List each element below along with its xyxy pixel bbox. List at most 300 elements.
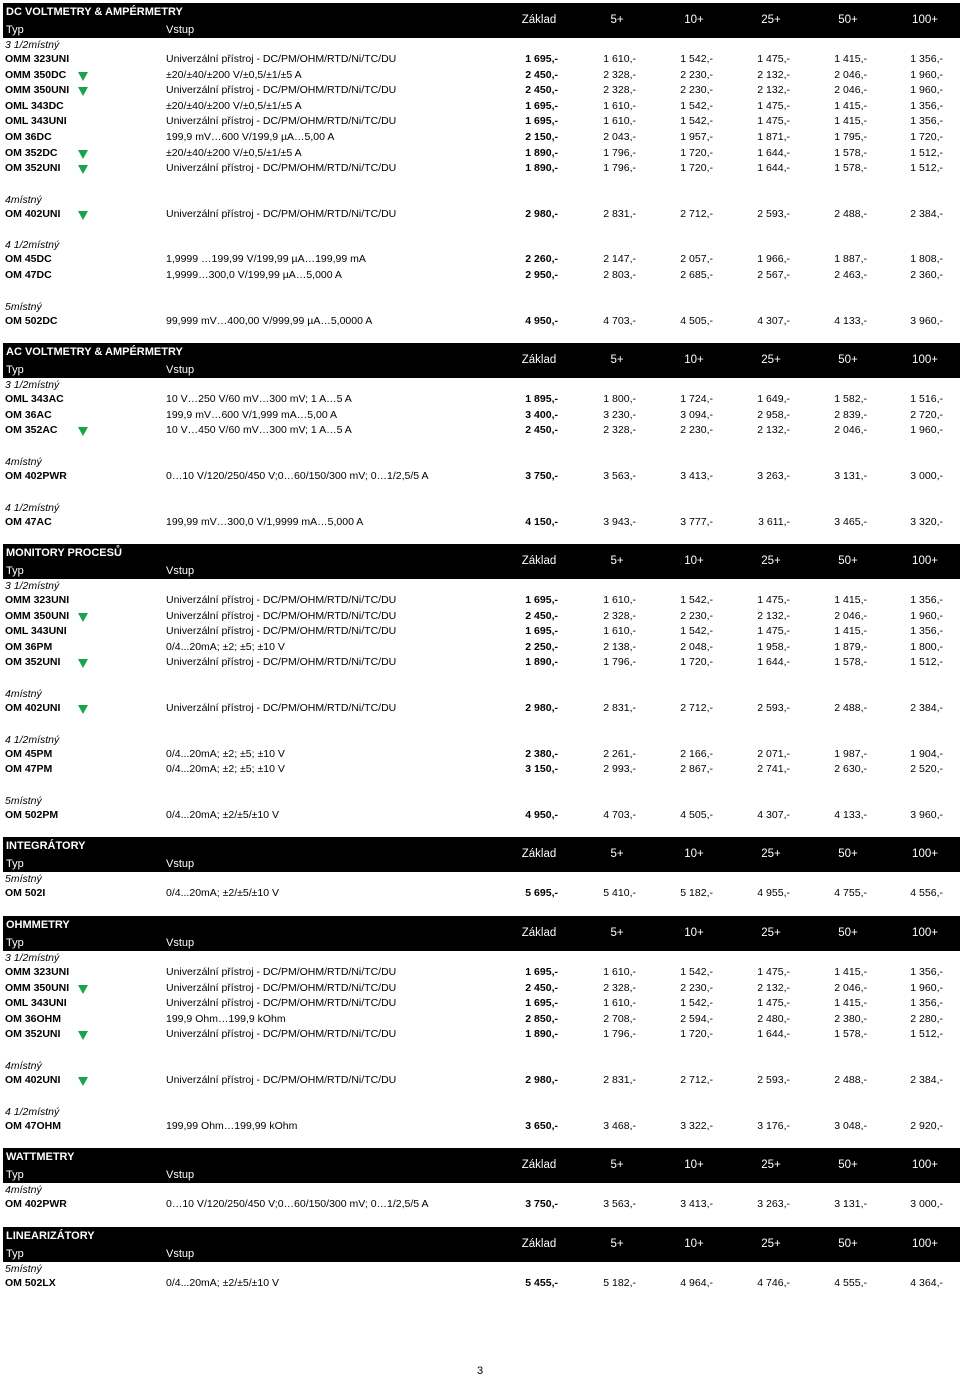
price-base: 4 950,- (525, 314, 558, 327)
price-tier: 1 475,- (757, 966, 790, 979)
price-tier: 1 578,- (834, 162, 867, 175)
price-tier: 2 132,- (757, 609, 790, 622)
product-input: Univerzální přístroj - DC/PM/OHM/RTD/Ni/TC/DU (166, 966, 397, 979)
product-input: 199,99 mV…300,0 V/1,9999 mA…5,000 A (166, 515, 364, 528)
price-section (3, 1227, 960, 1292)
price-base: 1 895,- (525, 393, 558, 406)
table-row (3, 808, 960, 824)
digit-group-label: 3 1/2místný (5, 580, 60, 593)
price-tier: 2 328,- (603, 68, 636, 81)
price-tier: 3 131,- (834, 1198, 867, 1211)
price-tier: 2 520,- (910, 763, 943, 776)
price-tier: 2 708,- (603, 1012, 636, 1025)
price-tier: 1 356,- (910, 115, 943, 128)
digit-group-label: 5místný (5, 1262, 42, 1275)
price-tier: 3 263,- (757, 469, 790, 482)
price-tier: 1 475,- (757, 625, 790, 638)
price-tier: 2 280,- (910, 1012, 943, 1025)
price-base: 1 695,- (525, 115, 558, 128)
column-header-type: Typ (6, 565, 24, 578)
price-tier: 2 046,- (834, 609, 867, 622)
price-base: 3 750,- (525, 469, 558, 482)
product-input: Univerzální přístroj - DC/PM/OHM/RTD/Ni/TC/DU (166, 609, 397, 622)
digit-group-label: 4místný (5, 688, 42, 701)
price-tier: 1 542,- (680, 99, 713, 112)
price-tier: 2 720,- (910, 408, 943, 421)
price-tier: 3 131,- (834, 469, 867, 482)
column-header-type: Typ (6, 937, 24, 950)
table-row (3, 762, 960, 778)
column-header-price: Základ (521, 927, 557, 940)
price-tier: 3 468,- (603, 1119, 636, 1132)
price-tier: 4 556,- (910, 887, 943, 900)
table-row (3, 252, 960, 268)
price-tier: 3 320,- (910, 515, 943, 528)
new-product-triangle-icon (78, 613, 88, 622)
price-base: 2 450,- (525, 424, 558, 437)
table-row (3, 83, 960, 99)
digit-group-label: 5místný (5, 300, 42, 313)
column-header-price: 10+ (684, 1237, 704, 1250)
table-row (3, 207, 960, 223)
price-base: 2 450,- (525, 981, 558, 994)
price-tier: 1 356,- (910, 997, 943, 1010)
price-tier: 2 712,- (680, 702, 713, 715)
section-title: MONITORY PROCESŮ (6, 547, 122, 560)
section-header (3, 837, 960, 872)
column-header-price: 5+ (610, 1237, 624, 1250)
column-header-input: Vstup (166, 364, 195, 377)
column-header-input: Vstup (166, 1169, 195, 1182)
price-tier: 1 958,- (757, 640, 790, 653)
price-base: 2 950,- (525, 268, 558, 281)
product-input: ±20/±40/±200 V/±0,5/±1/±5 A (166, 99, 302, 112)
column-header-price: 5+ (610, 14, 624, 26)
price-tier: 1 512,- (910, 1028, 943, 1041)
table-row (3, 701, 960, 717)
table-row (3, 965, 960, 981)
price-tier: 2 712,- (680, 207, 713, 220)
section-header (3, 343, 960, 378)
section-title: WATTMETRY (6, 1151, 75, 1164)
price-tier: 5 410,- (603, 887, 636, 900)
price-tier: 2 071,- (757, 747, 790, 760)
new-product-triangle-icon (78, 87, 88, 96)
price-tier: 1 966,- (757, 253, 790, 266)
price-tier: 1 644,- (757, 656, 790, 669)
column-header-price: 5+ (610, 848, 624, 861)
price-list-page (3, 3, 960, 1291)
price-base: 3 400,- (525, 408, 558, 421)
column-header-price: Základ (521, 14, 557, 26)
price-tier: 1 542,- (680, 53, 713, 65)
price-tier: 2 567,- (757, 268, 790, 281)
digit-group-label: 3 1/2místný (5, 379, 60, 392)
price-tier: 2 328,- (603, 981, 636, 994)
new-product-triangle-icon (78, 1077, 88, 1086)
price-tier: 3 263,- (757, 1198, 790, 1211)
column-header-input: Vstup (166, 858, 195, 871)
price-tier: 2 958,- (757, 408, 790, 421)
price-tier: 3 413,- (680, 1198, 713, 1211)
product-type: OM 47AC (5, 515, 52, 528)
price-tier: 1 808,- (910, 253, 943, 266)
price-base: 2 250,- (525, 640, 558, 653)
table-row (3, 99, 960, 115)
price-tier: 3 230,- (603, 408, 636, 421)
product-input: Univerzální přístroj - DC/PM/OHM/RTD/Ni/TC/DU (166, 656, 397, 669)
price-tier: 1 796,- (603, 162, 636, 175)
column-header-price: Základ (521, 1159, 557, 1172)
new-product-triangle-icon (78, 705, 88, 714)
price-base: 5 695,- (525, 887, 558, 900)
column-header-type: Typ (6, 1169, 24, 1182)
price-tier: 1 415,- (834, 99, 867, 112)
price-base: 2 450,- (525, 68, 558, 81)
price-tier: 1 578,- (834, 1028, 867, 1041)
price-tier: 5 182,- (680, 887, 713, 900)
section-header (3, 1148, 960, 1183)
table-row (3, 392, 960, 408)
table-row (3, 1119, 960, 1135)
product-input: 99,999 mV…400,00 V/999,99 µA…5,0000 A (166, 314, 373, 327)
price-base: 3 150,- (525, 763, 558, 776)
column-header-price: 25+ (761, 1159, 781, 1172)
price-tier: 4 307,- (757, 314, 790, 327)
product-input: Univerzální přístroj - DC/PM/OHM/RTD/Ni/TC/DU (166, 115, 397, 128)
product-input: 10 V…250 V/60 mV…300 mV; 1 A…5 A (166, 393, 352, 406)
price-tier: 1 796,- (603, 1028, 636, 1041)
column-header-price: 25+ (761, 14, 781, 26)
price-tier: 1 795,- (834, 130, 867, 143)
price-tier: 2 839,- (834, 408, 867, 421)
digit-group-label: 4 1/2místný (5, 1105, 60, 1118)
price-tier: 2 230,- (680, 84, 713, 97)
column-header-type: Typ (6, 364, 24, 377)
product-type: OM 47DC (5, 268, 52, 281)
price-tier: 1 610,- (603, 99, 636, 112)
price-tier: 2 831,- (603, 702, 636, 715)
price-tier: 2 230,- (680, 981, 713, 994)
price-tier: 1 415,- (834, 115, 867, 128)
price-tier: 3 563,- (603, 1198, 636, 1211)
price-tier: 1 720,- (680, 146, 713, 159)
price-tier: 3 094,- (680, 408, 713, 421)
digit-group-label: 4místný (5, 1184, 42, 1197)
column-header-input: Vstup (166, 1247, 195, 1260)
price-tier: 2 328,- (603, 609, 636, 622)
price-tier: 3 563,- (603, 469, 636, 482)
column-header-price: 50+ (838, 1237, 858, 1250)
price-section (3, 837, 960, 902)
digit-group-label: 4 1/2místný (5, 501, 60, 514)
price-tier: 4 307,- (757, 808, 790, 821)
price-tier: 2 147,- (603, 253, 636, 266)
price-tier: 2 132,- (757, 424, 790, 437)
price-tier: 3 960,- (910, 808, 943, 821)
column-header-price: 50+ (838, 1159, 858, 1172)
price-base: 1 890,- (525, 656, 558, 669)
price-tier: 1 415,- (834, 966, 867, 979)
price-tier: 1 578,- (834, 146, 867, 159)
table-row (3, 747, 960, 763)
price-tier: 1 475,- (757, 53, 790, 65)
product-type: OM 352AC (5, 424, 58, 437)
column-header-input: Vstup (166, 24, 195, 36)
price-tier: 1 720,- (680, 656, 713, 669)
digit-group-label: 4místný (5, 455, 42, 468)
product-type: OM 352DC (5, 146, 58, 159)
price-tier: 2 831,- (603, 1074, 636, 1086)
table-row (3, 408, 960, 424)
price-base: 2 850,- (525, 1012, 558, 1025)
product-input: 0/4...20mA; ±2; ±5; ±10 V (166, 640, 285, 653)
price-tier: 3 465,- (834, 515, 867, 528)
product-input: ±20/±40/±200 V/±0,5/±1/±5 A (166, 146, 302, 159)
section-title: INTEGRÁTORY (6, 840, 86, 853)
column-header-price: 5+ (610, 354, 624, 367)
product-type: OMM 323UNI (5, 53, 70, 65)
column-header-price: 50+ (838, 14, 858, 26)
product-type: OM 502LX (5, 1276, 56, 1289)
product-input: Univerzální přístroj - DC/PM/OHM/RTD/Ni/TC/DU (166, 702, 397, 715)
price-tier: 1 582,- (834, 393, 867, 406)
column-header-type: Typ (6, 858, 24, 871)
price-base: 1 695,- (525, 594, 558, 607)
table-row (3, 268, 960, 284)
price-tier: 4 964,- (680, 1276, 713, 1289)
price-tier: 2 132,- (757, 68, 790, 81)
product-type: OMM 350UNI (5, 84, 70, 97)
product-type: OM 402UNI (5, 1074, 61, 1086)
price-tier: 1 356,- (910, 966, 943, 979)
price-tier: 1 960,- (910, 68, 943, 81)
product-input: 0/4...20mA; ±2/±5/±10 V (166, 808, 280, 821)
price-tier: 2 046,- (834, 981, 867, 994)
product-input: 10 V…450 V/60 mV…300 mV; 1 A…5 A (166, 424, 352, 437)
price-tier: 2 166,- (680, 747, 713, 760)
price-tier: 2 048,- (680, 640, 713, 653)
price-base: 1 890,- (525, 146, 558, 159)
table-row (3, 593, 960, 609)
product-type: OM 352UNI (5, 162, 61, 175)
column-header-price: Základ (521, 848, 557, 861)
new-product-triangle-icon (78, 150, 88, 159)
product-type: OM 402PWR (5, 1198, 67, 1211)
price-base: 1 695,- (525, 966, 558, 979)
price-tier: 4 555,- (834, 1276, 867, 1289)
price-tier: 2 480,- (757, 1012, 790, 1025)
column-header-price: 100+ (912, 1159, 938, 1172)
price-tier: 2 380,- (834, 1012, 867, 1025)
price-tier: 4 133,- (834, 808, 867, 821)
table-row (3, 1073, 960, 1089)
digit-group-label: 3 1/2místný (5, 39, 60, 51)
price-tier: 3 413,- (680, 469, 713, 482)
price-tier: 1 475,- (757, 997, 790, 1010)
digit-group-label: 3 1/2místný (5, 952, 60, 965)
price-tier: 2 488,- (834, 1074, 867, 1086)
price-tier: 2 230,- (680, 609, 713, 622)
table-row (3, 624, 960, 640)
price-section (3, 343, 960, 530)
price-base: 2 980,- (525, 1074, 558, 1086)
table-row (3, 314, 960, 330)
price-tier: 2 132,- (757, 981, 790, 994)
new-product-triangle-icon (78, 659, 88, 668)
product-type: OM 36OHM (5, 1012, 62, 1025)
price-tier: 2 920,- (910, 1119, 943, 1132)
product-input: Univerzální přístroj - DC/PM/OHM/RTD/Ni/TC/DU (166, 1028, 397, 1041)
product-input: Univerzální přístroj - DC/PM/OHM/RTD/Ni/TC/DU (166, 625, 397, 638)
price-tier: 1 415,- (834, 594, 867, 607)
price-tier: 4 505,- (680, 314, 713, 327)
column-header-price: 25+ (761, 555, 781, 568)
product-input: ±20/±40/±200 V/±0,5/±1/±5 A (166, 68, 302, 81)
product-type: OM 502I (5, 887, 46, 900)
price-tier: 3 960,- (910, 314, 943, 327)
price-tier: 1 871,- (757, 130, 790, 143)
price-tier: 1 542,- (680, 115, 713, 128)
price-tier: 3 000,- (910, 469, 943, 482)
product-type: OMM 323UNI (5, 966, 70, 979)
price-tier: 1 720,- (910, 130, 943, 143)
product-type: OML 343UNI (5, 997, 67, 1010)
new-product-triangle-icon (78, 72, 88, 81)
table-row (3, 146, 960, 162)
price-tier: 2 384,- (910, 1074, 943, 1086)
price-tier: 1 610,- (603, 966, 636, 979)
price-tier: 2 046,- (834, 424, 867, 437)
product-type: OMM 350UNI (5, 609, 70, 622)
price-tier: 1 512,- (910, 656, 943, 669)
new-product-triangle-icon (78, 165, 88, 174)
section-header (3, 544, 960, 579)
product-type: OM 36PM (5, 640, 53, 653)
price-tier: 2 230,- (680, 424, 713, 437)
price-tier: 2 867,- (680, 763, 713, 776)
price-tier: 2 685,- (680, 268, 713, 281)
column-header-price: Základ (521, 1237, 557, 1250)
price-tier: 2 630,- (834, 763, 867, 776)
product-type: OML 343UNI (5, 625, 67, 638)
product-type: OM 502DC (5, 314, 58, 327)
table-row (3, 515, 960, 531)
section-header (3, 916, 960, 951)
price-tier: 1 957,- (680, 130, 713, 143)
price-tier: 4 505,- (680, 808, 713, 821)
page-number: 3 (476, 1365, 484, 1377)
new-product-triangle-icon (78, 985, 88, 994)
column-header-price: 25+ (761, 354, 781, 367)
digit-group-label: 5místný (5, 794, 42, 807)
column-header-price: 100+ (912, 14, 938, 26)
price-section (3, 916, 960, 1134)
product-type: OMM 323UNI (5, 594, 70, 607)
price-tier: 1 649,- (757, 393, 790, 406)
price-tier: 2 384,- (910, 702, 943, 715)
product-type: OM 36DC (5, 130, 52, 143)
product-input: 0/4...20mA; ±2; ±5; ±10 V (166, 747, 285, 760)
product-type: OM 402UNI (5, 207, 61, 220)
product-input: 0/4...20mA; ±2; ±5; ±10 V (166, 763, 285, 776)
price-tier: 3 777,- (680, 515, 713, 528)
table-row (3, 981, 960, 997)
price-base: 1 890,- (525, 1028, 558, 1041)
price-tier: 3 176,- (757, 1119, 790, 1132)
price-tier: 1 644,- (757, 146, 790, 159)
price-base: 1 695,- (525, 53, 558, 65)
column-header-price: 100+ (912, 354, 938, 367)
table-row (3, 640, 960, 656)
price-tier: 1 512,- (910, 162, 943, 175)
product-input: Univerzální přístroj - DC/PM/OHM/RTD/Ni/TC/DU (166, 981, 397, 994)
price-tier: 1 415,- (834, 625, 867, 638)
price-section (3, 3, 960, 329)
price-tier: 1 720,- (680, 162, 713, 175)
price-tier: 2 993,- (603, 763, 636, 776)
price-tier: 1 796,- (603, 146, 636, 159)
product-type: OML 343DC (5, 99, 64, 112)
price-tier: 5 182,- (603, 1276, 636, 1289)
section-title: DC VOLTMETRY & AMPÉRMETRY (6, 6, 183, 18)
product-type: OM 502PM (5, 808, 59, 821)
product-type: OM 402PWR (5, 469, 67, 482)
price-tier: 2 831,- (603, 207, 636, 220)
table-row (3, 886, 960, 902)
price-tier: 1 960,- (910, 84, 943, 97)
price-tier: 1 960,- (910, 424, 943, 437)
price-section (3, 1148, 960, 1213)
price-tier: 2 488,- (834, 207, 867, 220)
column-header-price: 50+ (838, 848, 858, 861)
section-title: OHMMETRY (6, 919, 70, 932)
price-tier: 2 463,- (834, 268, 867, 281)
price-tier: 1 796,- (603, 656, 636, 669)
table-row (3, 114, 960, 130)
price-base: 2 980,- (525, 702, 558, 715)
product-type: OM 47OHM (5, 1119, 62, 1132)
price-tier: 3 611,- (758, 515, 790, 528)
column-header-price: 10+ (684, 354, 704, 367)
column-header-price: 5+ (610, 1159, 624, 1172)
price-tier: 1 644,- (757, 1028, 790, 1041)
price-tier: 2 138,- (603, 640, 636, 653)
product-input: 1,9999 …199,99 V/199,99 µA…199,99 mA (166, 253, 366, 266)
table-row (3, 68, 960, 84)
price-tier: 4 364,- (910, 1276, 943, 1289)
digit-group-label: 4místný (5, 1060, 42, 1072)
product-input: Univerzální přístroj - DC/PM/OHM/RTD/Ni/TC/DU (166, 1074, 397, 1086)
product-input: Univerzální přístroj - DC/PM/OHM/RTD/Ni/TC/DU (166, 594, 397, 607)
product-type: OML 343AC (5, 393, 64, 406)
price-tier: 2 803,- (603, 268, 636, 281)
table-row (3, 1197, 960, 1213)
price-tier: 3 943,- (603, 515, 636, 528)
section-header (3, 1227, 960, 1262)
product-input: Univerzální přístroj - DC/PM/OHM/RTD/Ni/TC/DU (166, 84, 397, 97)
price-tier: 1 475,- (757, 99, 790, 112)
product-input: 0…10 V/120/250/450 V;0…60/150/300 mV; 0…1/2,5/5 A (166, 469, 429, 482)
digit-group-label: 5místný (5, 873, 42, 886)
price-tier: 1 415,- (834, 53, 867, 65)
digit-group-label: 4 1/2místný (5, 239, 60, 252)
price-tier: 2 384,- (910, 207, 943, 220)
price-tier: 1 879,- (834, 640, 867, 653)
column-header-price: 5+ (610, 555, 624, 568)
price-tier: 1 516,- (910, 393, 943, 406)
price-tier: 1 415,- (834, 997, 867, 1010)
